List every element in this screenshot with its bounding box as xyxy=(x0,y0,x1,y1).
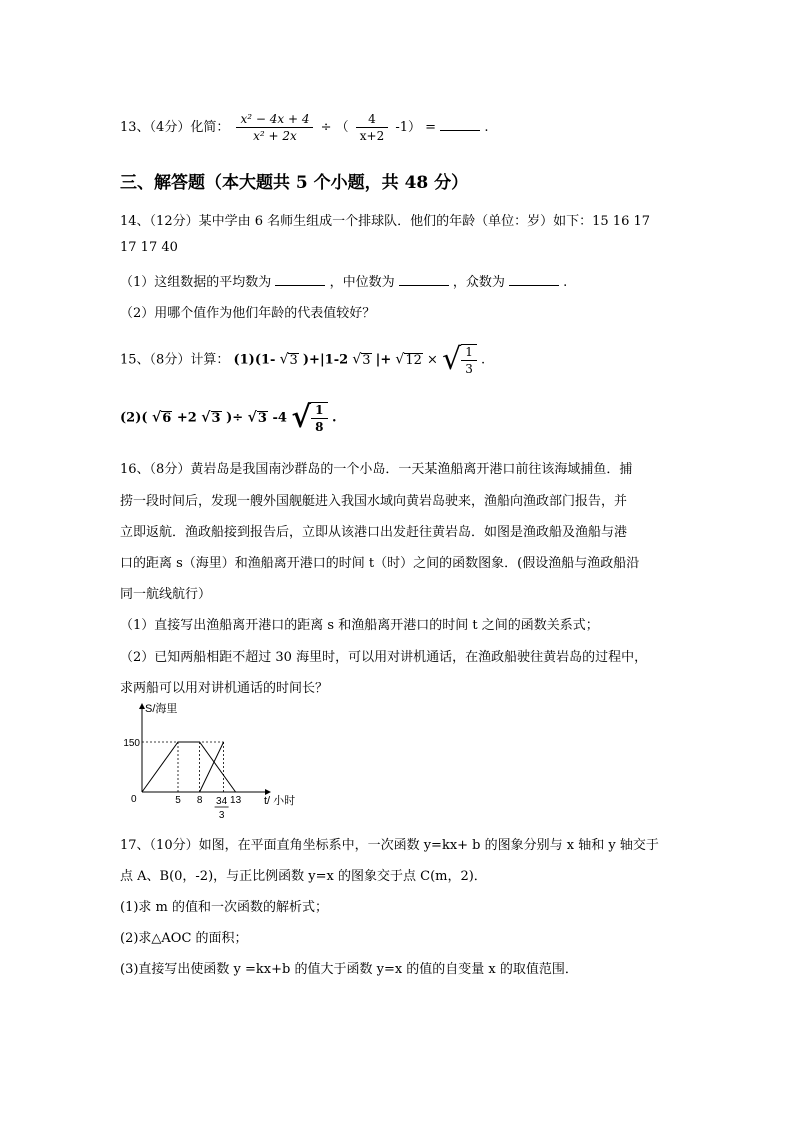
q15-p1-radicand-2: 3 xyxy=(362,352,371,368)
q13-fraction-1 xyxy=(236,112,313,143)
q15-p1-radicand-1: 3 xyxy=(289,352,298,368)
origin-label: 0 xyxy=(131,794,137,805)
q14-sub1-b: ，中位数为 xyxy=(329,275,395,290)
q14-sub1-a: （1）这组数据的平均数为 xyxy=(120,275,272,290)
q13-answer-blank[interactable] xyxy=(440,118,480,131)
x-tick-fraction-numerator: 34 xyxy=(216,796,228,807)
q13-tail: -1） = xyxy=(395,120,437,135)
q15-p1-sqrt-fraction: √ $\frac{1}{3}$ xyxy=(442,344,477,376)
q14-median-blank[interactable] xyxy=(399,273,449,286)
q13-frac2-numerator: 4 xyxy=(356,112,388,128)
series-line-2 xyxy=(200,742,224,792)
q15-part2: (2)( √6 +2 √3 )÷ √3 -4 √ $\frac{1}{8}$ . xyxy=(120,400,337,435)
x-tick-fraction-denominator: 3 xyxy=(218,810,225,821)
q14-line-2: 17 17 40 xyxy=(120,240,178,255)
q13-frac1-numerator: x² − 4x + 4 xyxy=(236,112,313,128)
series-line-1 xyxy=(142,742,236,792)
q17-sub1: (1)求 m 的值和一次函数的解析式； xyxy=(120,900,329,915)
q15-p1-c: |+ xyxy=(375,352,392,368)
q15-p2-radicand-3: 3 xyxy=(257,410,267,426)
q14-sub1-d: . xyxy=(563,275,568,290)
q15-part1: 15、（8分）计算： (1)(1- √3 )+|1-2 √3 |+ √12 × √ $\frac{1}{3}$ . xyxy=(120,342,486,377)
distance-time-chart xyxy=(123,700,320,825)
q15-p2-radicand-1: 6 xyxy=(162,410,172,426)
q14-sub1-c: ，众数为 xyxy=(452,275,505,290)
q15-p2-d: -4 xyxy=(272,410,287,426)
q15-p1-end: . xyxy=(480,352,486,368)
q14-mean-blank[interactable] xyxy=(275,273,325,286)
q13-frac1-denominator: x² + 2x xyxy=(253,129,297,143)
q15-p1-radicand-3: 12 xyxy=(405,352,422,368)
q13-frac2-denominator: x+2 xyxy=(359,129,385,143)
q14-line-1: 14、（12分）某中学由 6 名师生组成一个排球队．他们的年龄（单位：岁）如下：15 16 17 xyxy=(120,214,651,229)
q13-line xyxy=(120,112,489,143)
q15-p2-c: )÷ xyxy=(226,410,244,426)
q16-sub1: （1）直接写出渔船离开港口的距离 s 和渔船离开港口的时间 t 之间的函数关系式； xyxy=(120,618,599,633)
q15-p2-a: (2)( xyxy=(120,410,148,426)
q16-line-1: 16、（8分）黄岩岛是我国南沙群岛的一个小岛．一天某渔船离开港口前往该海域捕鱼．捕 xyxy=(120,462,633,477)
q15-p2-sqrt-fraction: √ $\frac{1}{8}$ xyxy=(291,402,327,434)
q15-p1-frac-den: 3 xyxy=(465,362,473,376)
q15-prefix: 15、（8分）计算： xyxy=(120,352,230,368)
series-lines xyxy=(142,742,236,792)
x-tick-13: 13 xyxy=(230,795,242,806)
q14-mode-blank[interactable] xyxy=(509,273,559,286)
q15-p1-a: (1)(1- xyxy=(233,352,276,368)
q17-sub2: (2)求△AOC 的面积； xyxy=(120,931,248,946)
q15-p2-frac-den: 8 xyxy=(315,420,324,434)
x-tick-labels xyxy=(175,795,241,821)
q16-line-2: 捞一段时间后，发现一艘外国舰艇进入我国水域向黄岩岛驶来，渔船向渔政部门报告，并 xyxy=(120,494,628,509)
q15-p1-times: × xyxy=(427,352,438,368)
q13-prefix: 13、（4分）化简： xyxy=(120,120,230,135)
q15-p1-b: )+|1-2 xyxy=(302,352,349,368)
q16-line-3: 立即返航．渔政船接到报告后，立即从该港口出发赶往黄岩岛．如图是渔政船及渔船与港 xyxy=(120,525,628,540)
q15-p2-b: +2 xyxy=(176,410,197,426)
q16-line-5: 同一航线航行） xyxy=(120,587,212,602)
q16-sub2-line-1: （2）已知两船相距不超过 30 海里时，可以用对讲机通话，在渔政船驶往黄岩岛的过程中， xyxy=(120,650,648,665)
q17-sub3: (3)直接写出使函数 y =kx+b 的值大于函数 y=x 的值的自变量 x 的取值范围． xyxy=(120,962,578,977)
x-axis-label: t/ 小时 xyxy=(264,795,296,807)
q15-p2-radicand-2: 3 xyxy=(211,410,221,426)
y-tick-150: 150 xyxy=(123,738,140,749)
q13-end: . xyxy=(484,120,489,135)
q16-line-4: 口的距离 s（海里）和渔船离开港口的时间 t（时）之间的函数图象．(假设渔船与渔政船沿 xyxy=(120,556,640,571)
q13-fraction-2 xyxy=(356,112,388,143)
q14-sub1 xyxy=(120,271,567,290)
q15-p2-frac-num: 1 xyxy=(311,403,327,419)
q16-sub2-line-2: 求两船可以用对讲机通话的时间长？ xyxy=(120,681,329,696)
q13-divide: ÷ （ xyxy=(320,120,349,135)
q15-p2-end: . xyxy=(332,410,337,426)
y-axis-label: S/海里 xyxy=(145,703,178,715)
x-tick-5: 5 xyxy=(175,795,181,806)
q15-p1-frac-num: 1 xyxy=(461,345,477,361)
q17-line-2: 点 A、B(0，-2)，与正比例函数 y=x 的图象交于点 C(m，2)． xyxy=(120,869,487,884)
q14-sub2: （2）用哪个值作为他们年龄的代表值较好？ xyxy=(120,306,376,321)
q17-line-1: 17、（10分）如图，在平面直角坐标系中，一次函数 y=kx+ b 的图象分别与 x 轴和 y 轴交于 xyxy=(120,838,659,853)
section-title: 三、解答题（本大题共 5 个小题，共 48 分） xyxy=(120,173,469,193)
x-tick-8: 8 xyxy=(196,795,203,806)
